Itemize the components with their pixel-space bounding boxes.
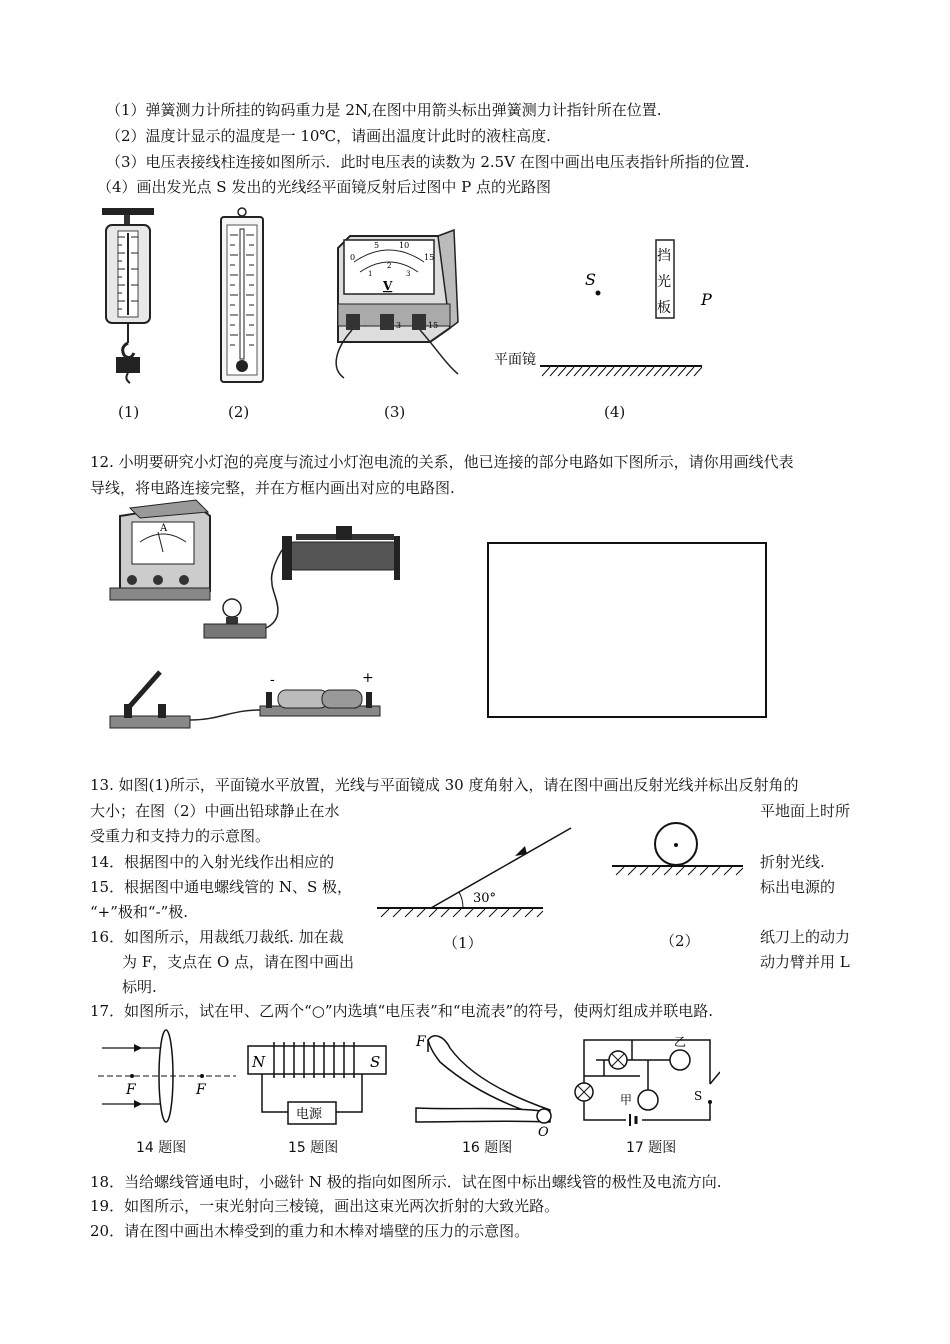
fig14-caption: 14 题图	[136, 1140, 187, 1156]
fig-caption-4: (4)	[604, 403, 626, 421]
pivot-o-label: O	[538, 1125, 549, 1138]
mirror-label: 平面镜	[494, 352, 536, 368]
fig-caption-3: (3)	[384, 403, 406, 421]
q13-fig1	[375, 822, 575, 922]
q13-line1: 13. 如图(1)所示，平面镜水平放置，光线与平面镜成 30 度角射入，请在图中画出反射光线并标出反射角的	[90, 776, 799, 794]
thermometer-figure	[218, 205, 268, 385]
q16-left: 16．如图所示，用裁纸刀裁纸. 加在裁	[90, 928, 344, 946]
ammeter-label: A	[160, 523, 168, 534]
voltmeter-scale-10: 10	[399, 241, 410, 250]
voltmeter-inner-3: 3	[406, 270, 411, 278]
circuit-diagram-box[interactable]	[487, 542, 767, 718]
solenoid-n-label: N	[252, 1053, 266, 1071]
fig15-caption: 15 题图	[288, 1140, 339, 1156]
q14-right: 折射光线.	[760, 853, 825, 871]
q16-line2-left: 为 F，支点在 O 点，请在图中画出	[122, 953, 355, 971]
q15-right: 标出电源的	[760, 878, 836, 896]
q20-text: 20．请在图中画出木棒受到的重力和木棒对墙壁的压力的示意图。	[90, 1222, 530, 1240]
fig-caption-2: (2)	[228, 403, 250, 421]
focus-left-label: F	[126, 1082, 136, 1098]
q12-text-line1: 12. 小明要研究小灯泡的亮度与流过小灯泡电流的关系，他已连接的部分电路如下图所示，请你用画线代表	[90, 453, 794, 471]
power-label: 电源	[296, 1107, 323, 1122]
fig-caption-1: (1)	[118, 403, 140, 421]
q17-text: 17．如图所示，试在甲、乙两个“○”内选填“电压表”和“电流表”的符号，使两灯组成并联电路.	[90, 1002, 713, 1020]
meter-yi-label: 乙	[674, 1035, 687, 1049]
q15-line2: “+”极和“-”极.	[90, 903, 189, 921]
q11-item-3: （3）电压表接线柱连接如图所示．此时电压表的读数为 2.5V 在图中画出电压表指针所指的位置.	[106, 153, 750, 171]
switch-s	[710, 1072, 720, 1084]
parallel-circuit-figure	[570, 1030, 720, 1140]
voltmeter-scale-15: 15	[424, 253, 435, 262]
q16-line3: 标明.	[122, 978, 157, 996]
switch-s-label: S	[694, 1089, 703, 1103]
voltmeter-figure	[326, 228, 462, 388]
angle-label: 30°	[473, 891, 497, 906]
shield-char-2: 光	[657, 274, 671, 290]
q13-fig2	[610, 818, 745, 878]
q11-item-4: （4）画出发光点 S 发出的光线经平面镜反射后过图中 P 点的光路图	[97, 178, 551, 196]
q11-item-1: （1）弹簧测力计所挂的钩码重力是 2N,在图中用箭头标出弹簧测力计指针所在位置.	[106, 101, 662, 119]
mirror-figure	[490, 230, 715, 380]
point-s-label: S	[585, 270, 596, 289]
point-s	[596, 291, 601, 296]
fig16-caption: 16 题图	[462, 1140, 513, 1156]
focus-right-label: F	[196, 1082, 206, 1098]
point-p-label: P	[701, 290, 712, 309]
q19-text: 19．如图所示，一束光射向三棱镜，画出这束光两次折射的大致光路。	[90, 1197, 560, 1215]
spring-scale-figure	[98, 205, 158, 390]
q13-caption-2: （2）	[660, 932, 700, 950]
solenoid-s-label: S	[370, 1053, 381, 1071]
meter-jia-label: 甲	[620, 1093, 633, 1107]
voltmeter-scale-5: 5	[374, 241, 380, 250]
meter-jia[interactable]	[638, 1090, 658, 1110]
voltmeter-terminal-15: 15	[428, 321, 439, 330]
force-f-label: F	[416, 1034, 426, 1050]
q14-left: 14．根据图中的入射光线作出相应的	[90, 853, 335, 871]
voltmeter-terminal-neg: -	[364, 321, 367, 330]
q18-text: 18．当给螺线管通电时，小磁针 N 极的指向如图所示．试在图中标出螺线管的极性及电流方向.	[90, 1173, 722, 1191]
q13-caption-1: （1）	[443, 934, 483, 952]
voltmeter-inner-1: 1	[368, 270, 373, 278]
battery-minus: -	[270, 672, 275, 688]
q13-line2-left: 大小；在图（2）中画出铅球静止在水	[90, 802, 340, 820]
voltmeter-unit: V	[383, 279, 393, 293]
q12-text-line2: 导线，将电路连接完整，并在方框内画出对应的电路图.	[90, 479, 455, 497]
q13-line2-right: 平地面上时所	[760, 802, 851, 820]
incident-ray	[431, 828, 571, 908]
meter-yi[interactable]	[670, 1050, 690, 1070]
voltmeter-inner-2: 2	[387, 262, 392, 270]
shield-char-1: 挡	[657, 248, 671, 264]
fig17-caption: 17 题图	[626, 1140, 677, 1156]
q15-left: 15．根据图中通电螺线管的 N、S 极，	[90, 878, 353, 896]
circuit-components-figure	[100, 496, 400, 746]
q16-right: 纸刀上的动力	[760, 928, 851, 946]
voltmeter-terminal-3: 3	[396, 321, 402, 330]
paper-cutter-figure	[410, 1026, 560, 1138]
voltmeter-scale-0: 0	[350, 253, 356, 262]
solenoid-figure	[242, 1040, 392, 1140]
shield-char-3: 板	[657, 300, 671, 316]
lens-figure	[98, 1026, 238, 1136]
battery-plus: +	[362, 670, 374, 686]
q16-line2-right: 动力臂并用 L	[760, 953, 850, 971]
pivot-o	[537, 1109, 551, 1123]
q11-item-2: （2）温度计显示的温度是一 10℃，请画出温度计此时的液柱高度.	[106, 127, 551, 145]
q13-line3: 受重力和支持力的示意图。	[90, 827, 271, 845]
